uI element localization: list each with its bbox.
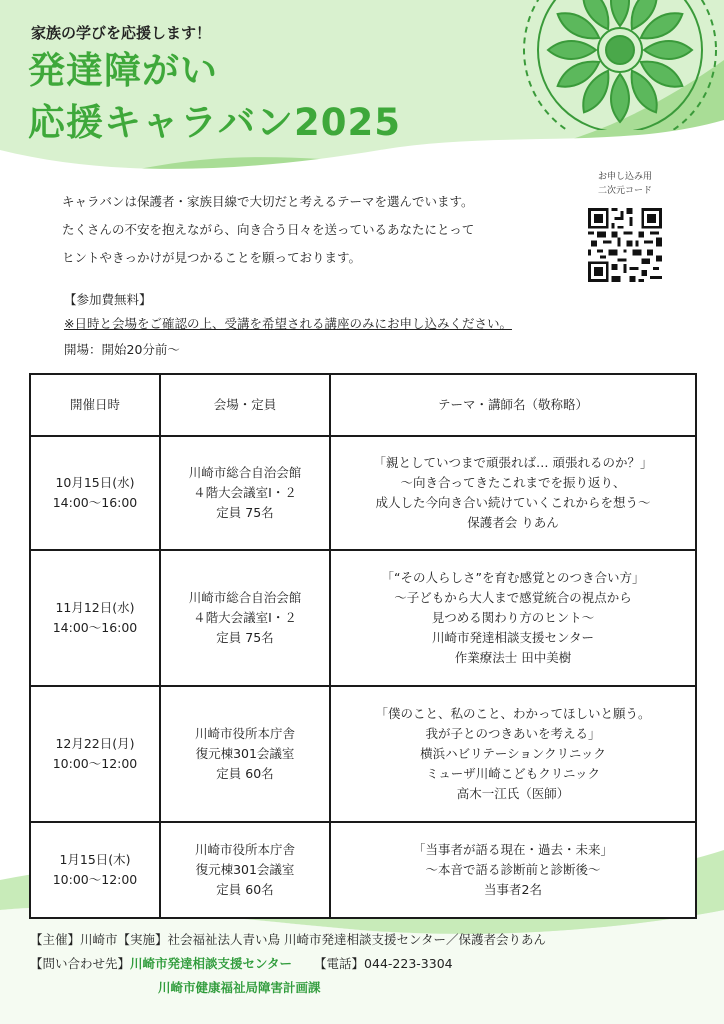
header-date: 開催日時	[30, 374, 160, 436]
intro-line: ヒントやきっかけが見つかることを願っております。	[62, 250, 362, 265]
table-row	[30, 436, 696, 550]
venue-room: 復元棟301会議室	[195, 862, 295, 877]
theme-cell	[330, 436, 696, 550]
venue-room: 復元棟301会議室	[195, 746, 295, 761]
capacity: 定員 60名	[216, 882, 274, 897]
date: 10月15日(水)	[55, 475, 135, 490]
contact-line	[30, 954, 453, 972]
time: 10:00～12:00	[52, 756, 138, 771]
venue-name: 川崎市役所本庁舎	[194, 726, 295, 741]
mandala-flower-icon	[500, 0, 724, 130]
date: 11月12日(水)	[55, 600, 135, 615]
capacity: 定員 60名	[216, 766, 274, 781]
intro-line: たくさんの不安を抱えながら、向き合う日々を送っているあなたにとって	[62, 222, 475, 237]
date-cell	[30, 550, 160, 686]
intro-text	[62, 188, 474, 272]
venue-room: ４階大会議室Ⅰ・２	[193, 610, 297, 625]
capacity: 定員 75名	[216, 630, 274, 645]
date-cell	[30, 686, 160, 822]
speaker: 当事者2名	[484, 882, 542, 897]
theme-subtitle: 見つめる関わり方のヒント～	[431, 610, 595, 625]
contact-label: 【問い合わせ先】	[30, 956, 131, 971]
theme-cell	[330, 822, 696, 918]
phone-number[interactable]: 044-223-3304	[364, 956, 453, 971]
theme-title: 「“その人らしさ”を育む感覚とのつき合い方」	[381, 570, 645, 585]
theme-title: 「当事者が語る現在・過去・未来」	[412, 842, 613, 857]
header-venue: 会場・定員	[160, 374, 330, 436]
speaker-org: 横浜ハビリテーションクリニック	[420, 746, 606, 761]
phone-label: 【電話】	[314, 956, 365, 971]
page-title-line2: 応援キャラバン2025	[28, 101, 401, 144]
time: 14:00～16:00	[52, 495, 138, 510]
venue-room: ４階大会議室Ⅰ・２	[193, 485, 297, 500]
speaker-org: 川崎市発達相談支援センター	[431, 630, 594, 645]
intro-line: キャラバンは保護者・家族目線で大切だと考えるテーマを選んでいます。	[62, 194, 474, 209]
theme-title: 「親としていつまで頑張れば… 頑張れるのか？」	[373, 455, 653, 470]
theme-cell	[330, 550, 696, 686]
theme-cell	[330, 686, 696, 822]
speaker-org: ミューザ川崎こどもクリニック	[425, 766, 600, 781]
table-row	[30, 550, 696, 686]
theme-subtitle: ～子どもから大人まで感覚統合の視点から	[394, 590, 632, 605]
page-title-line1: 発達障がい	[28, 49, 218, 92]
table-row	[30, 686, 696, 822]
venue-cell	[160, 686, 330, 822]
qr-caption-line2: 二次元コード	[597, 186, 652, 196]
venue-name: 川崎市役所本庁舎	[194, 842, 295, 857]
contact-org1: 川崎市発達相談支援センター	[130, 956, 293, 971]
schedule-table	[29, 373, 697, 919]
venue-cell	[160, 550, 330, 686]
theme-title: 「僕のこと、私のこと、わかってほしいと願う。	[375, 706, 651, 721]
venue-name: 川崎市総合自治会館	[188, 465, 302, 480]
theme-subtitle: ～向き合ってきたこれまでを振り返り、	[400, 475, 626, 490]
time: 14:00～16:00	[52, 620, 138, 635]
application-note: ※日時と会場をご確認の上、受講を希望される講座のみにお申し込みください。	[64, 316, 512, 331]
venue-cell	[160, 822, 330, 918]
header-theme: テーマ・講師名（敬称略）	[330, 374, 696, 436]
venue-name: 川崎市総合自治会館	[188, 590, 302, 605]
organizer-line: 【主催】川崎市【実施】社会福祉法人青い鳥 川崎市発達相談支援センター／保護者会りあん	[30, 932, 546, 947]
qr-caption-line1: お申し込み用	[597, 172, 652, 182]
date-cell	[30, 436, 160, 550]
fee-notice: 【参加費無料】	[64, 292, 152, 307]
qr-code-icon[interactable]	[588, 208, 662, 282]
date: 1月15日(木)	[59, 852, 131, 867]
tagline: 家族の学びを応援します！	[31, 24, 212, 42]
date-cell	[30, 822, 160, 918]
speaker: 高木一江氏（医師）	[456, 786, 570, 801]
theme-title: 我が子とのつきあいを考える」	[425, 726, 601, 741]
capacity: 定員 75名	[216, 505, 274, 520]
speaker: 保護者会 りあん	[467, 515, 559, 530]
qr-caption	[580, 170, 670, 198]
table-row	[30, 822, 696, 918]
speaker: 作業療法士 田中美樹	[454, 650, 572, 665]
opening-time: 開場：開始20分前～	[64, 342, 180, 357]
table-header-row	[30, 374, 696, 436]
contact-org2-line	[158, 978, 321, 996]
contact-org2: 川崎市健康福祉局障害計画課	[158, 980, 321, 995]
venue-cell	[160, 436, 330, 550]
theme-subtitle: 成人した今向き合い続けていくこれからを想う～	[375, 495, 651, 510]
time: 10:00～12:00	[52, 872, 138, 887]
theme-subtitle: ～本音で語る診断前と診断後～	[425, 862, 601, 877]
date: 12月22日(月)	[55, 736, 135, 751]
